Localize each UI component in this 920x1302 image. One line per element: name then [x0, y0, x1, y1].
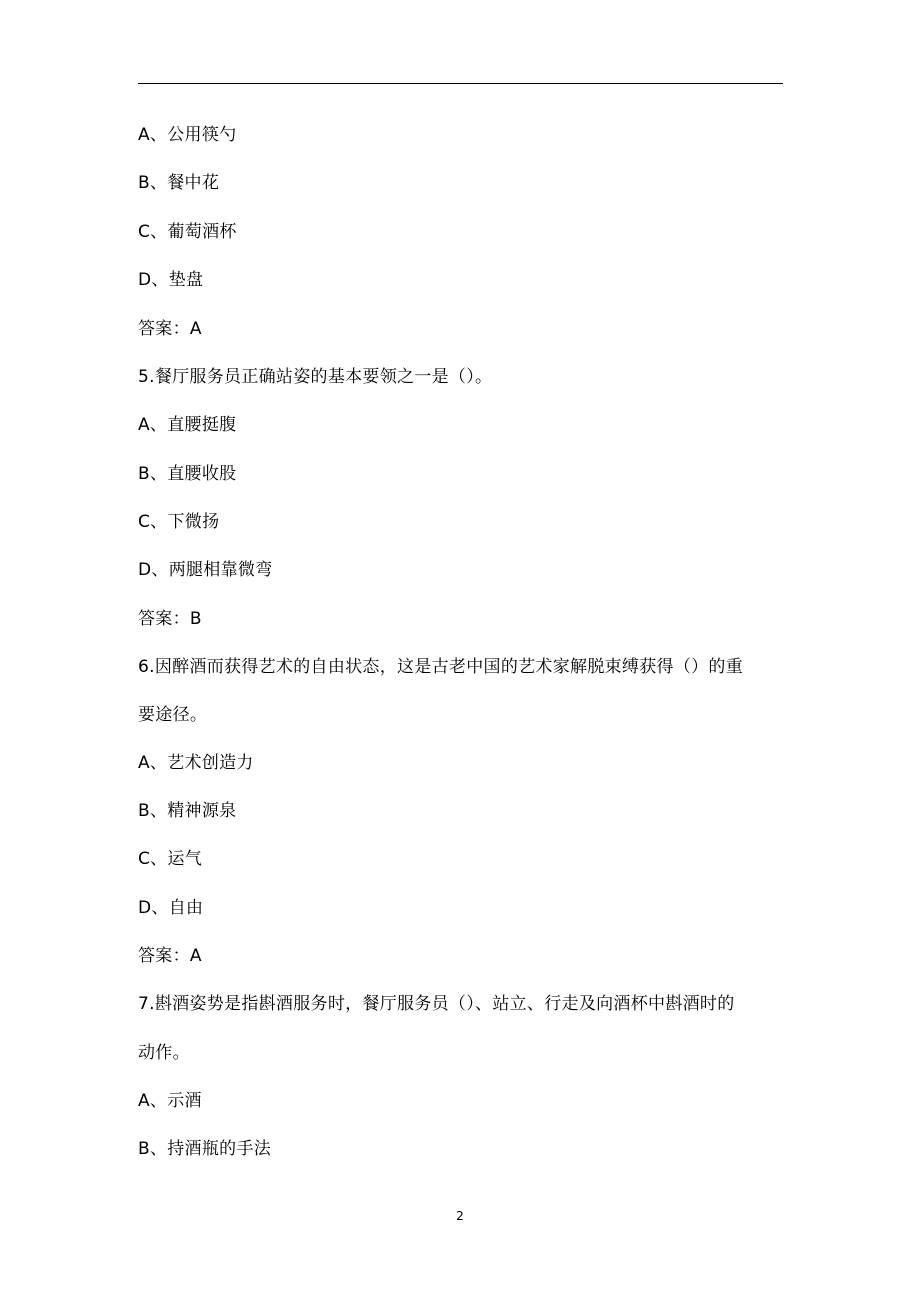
option-c-q4: C、葡萄酒杯	[138, 222, 237, 242]
option-d-q4: D、垫盘	[138, 270, 204, 290]
option-b-q4: B、餐中花	[138, 173, 220, 193]
option-a-q7: A、示酒	[138, 1091, 202, 1111]
question-5: 5.餐厅服务员正确站姿的基本要领之一是（）。	[138, 367, 493, 387]
option-a-q5: A、直腰挺腹	[138, 415, 237, 435]
option-b-q7: B、持酒瓶的手法	[138, 1139, 272, 1159]
option-d-q5: D、两腿相靠微弯	[138, 560, 273, 580]
header-rule	[138, 83, 783, 84]
option-d-q6: D、自由	[138, 898, 204, 918]
option-a-q6: A、艺术创造力	[138, 753, 254, 773]
question-6-line-2: 要途径。	[138, 705, 208, 725]
option-c-q5: C、下微扬	[138, 512, 220, 532]
question-7-line-2: 动作。	[138, 1043, 190, 1063]
answer-q5: 答案：B	[138, 609, 202, 629]
question-7-line-1: 7.斟酒姿势是指斟酒服务时，餐厅服务员（）、站立、行走及向酒杯中斟酒时的	[138, 994, 735, 1014]
answer-q4: 答案：A	[138, 319, 202, 339]
option-b-q5: B、直腰收股	[138, 464, 237, 484]
option-b-q6: B、精神源泉	[138, 801, 237, 821]
answer-q6: 答案：A	[138, 946, 202, 966]
page-number: 2	[456, 1209, 464, 1223]
question-6-line-1: 6.因醉酒而获得艺术的自由状态，这是古老中国的艺术家解脱束缚获得（）的重	[138, 657, 744, 677]
option-a-q4: A、公用筷勺	[138, 125, 237, 145]
option-c-q6: C、运气	[138, 849, 203, 869]
